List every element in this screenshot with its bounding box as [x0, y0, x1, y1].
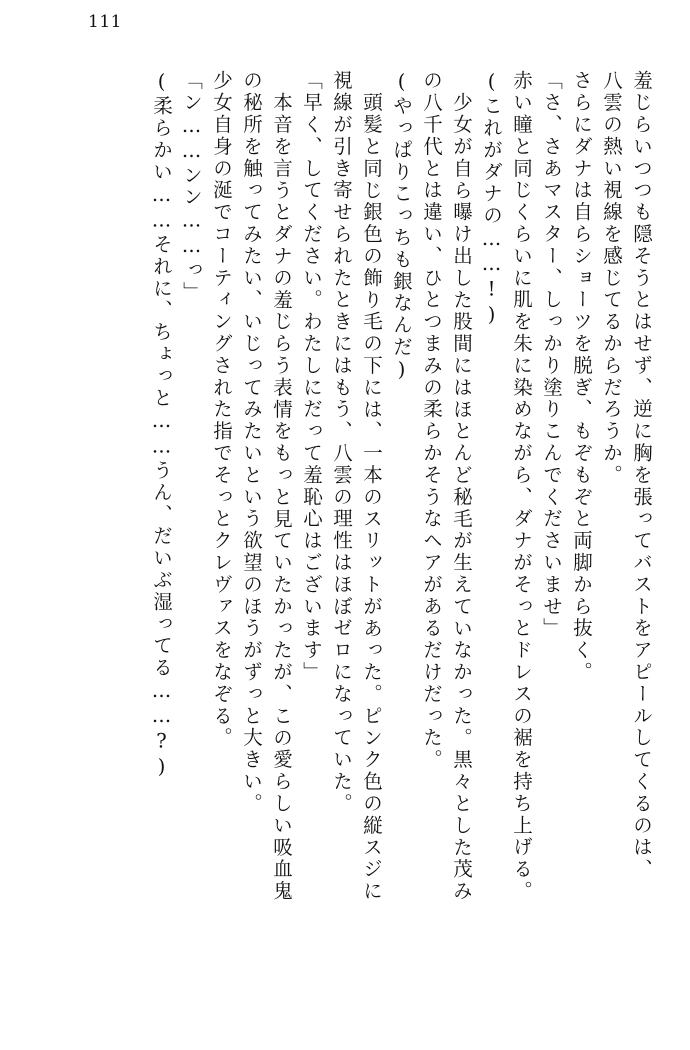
body-line: (これがダナの……!) [480, 70, 503, 329]
body-line: (柔らかい……それに、ちょっと……うん、だいぶ湿ってる……?) [150, 70, 173, 781]
body-line: の秘所を触ってみたい、いじってみたいという欲望のほうがずっと大きい。 [240, 70, 263, 815]
body-line: 本音を言うとダナの羞じらう表情をもっと見ていたかったが、この愛らしい吸血鬼 [270, 92, 293, 903]
body-line: 羞じらいつつも隠そうとはせず、逆に胸を張ってバストをアピールしてくるのは、 [630, 70, 653, 881]
body-line: 頭髪と同じ銀色の飾り毛の下には、一本のスリットがあった。ピンク色の縦スジに [360, 92, 383, 903]
body-line: 「早く、してください。わたしにだって羞恥心はございます」 [300, 70, 323, 684]
body-line: さらにダナは自らショーツを脱ぎ、もぞもぞと両脚から抜く。 [570, 70, 593, 684]
body-line: 八雲の熱い視線を感じてるからだろうか。 [600, 70, 623, 487]
body-line: 少女が自ら曝け出した股間にはほとんど秘毛が生えていなかった。黒々とした茂み [450, 92, 473, 903]
body-line: (やっぱりこっちも銀なんだ) [390, 70, 413, 384]
body-line: 少女自身の涎でコーティングされた指でそっとクレヴァスをなぞる。 [210, 70, 233, 749]
page-number: 111 [88, 12, 122, 32]
vertical-text-block [48, 70, 656, 1020]
body-line: の八千代とは違い、ひとつまみの柔らかそうなヘアがあるだけだった。 [420, 70, 443, 771]
body-line: 赤い瞳と同じくらいに肌を朱に染めながら、ダナがそっとドレスの裾を持ち上げる。 [510, 70, 533, 903]
body-line: 「ン……ンン……っ」 [180, 70, 203, 303]
body-line: 「さ、さあマスター、しっかり塗りこんでくださいませ」 [540, 70, 563, 640]
body-line: 視線が引き寄せられたときにはもう、八雲の理性はほぼゼロになっていた。 [330, 70, 353, 815]
